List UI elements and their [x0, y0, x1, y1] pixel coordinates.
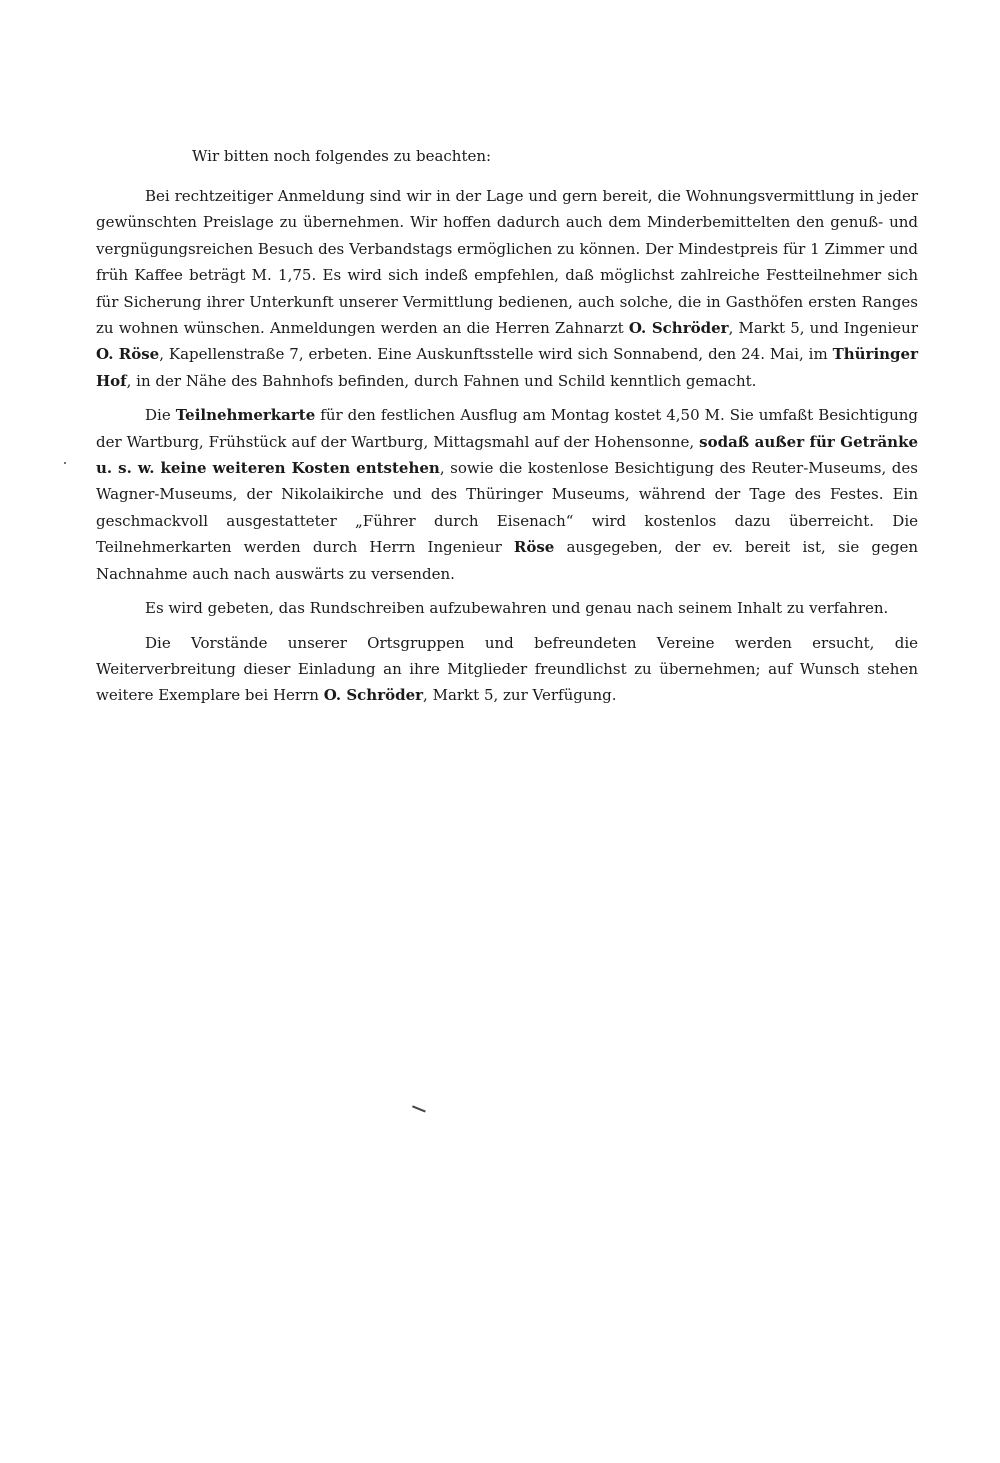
paragraph-distribution: [96, 630, 918, 709]
contact-name-roese: Röse: [513, 538, 555, 557]
paragraph-accommodation: [96, 183, 918, 394]
paragraph-text: , Markt 5, und Ingenieur: [728, 319, 918, 338]
paragraph-text: , Kapellenstraße 7, erbeten. Eine Auskunftsstelle wird sich Sonnabend, den 24. Mai, im: [159, 345, 833, 364]
paragraph-text: Die: [145, 406, 176, 425]
scan-stroke: [412, 1105, 426, 1112]
contact-name-schroeder: O. Schröder: [323, 686, 424, 705]
hotel-name: Thüringer Hof: [96, 345, 918, 390]
paragraph-text: , Markt 5, zur Verfügung.: [423, 686, 617, 705]
paragraph-text: ausgegeben, der ev. bereit ist, sie gegen Nachnahme auch nach auswärts zu versenden.: [96, 538, 918, 583]
paragraph-text: Bei rechtzeitiger Anmeldung sind wir in der Lage und gern bereit, die Wohnungsvermittlung in jeder gewünschten Preislage zu übernehmen. Wir hoffen dadurch auch dem Minderbemittelten den genuß- und vergnügungsreichen Besuch des Verbandstags ermöglichen zu können. Der Mindestpreis für 1 Zimmer und früh Kaffee beträgt M. 1,75. Es wird sich indeß empfehlen, daß möglichst zahlreiche Festteilnehmer sich für Sicherung ihrer Unterkunft unserer Vermittlung bedienen, auch solche, die in Gasthöfen ersten Ranges zu wohnen wünschen. Anmeldungen werden an die Herren Zahnarzt: [96, 187, 918, 338]
contact-name-roese: O. Röse: [96, 345, 160, 364]
contact-name-schroeder: O. Schröder: [628, 319, 729, 338]
paragraph-text: Die Vorstände unserer Ortsgruppen und befreundeten Vereine werden ersucht, die Weiterverbreitung dieser Einladung an ihre Mitglieder freundlichst zu übernehmen; auf Wunsch stehen weitere Exemplare bei Herrn: [96, 633, 918, 705]
paragraph-text: , sowie die kostenlose Besichtigung des Reuter-Museums, des Wagner-Museums, der Nikolaikirche und des Thüringer Museums, während der Tage des Festes. Ein geschmackvoll ausgestatteter „Führer durch Eisenach“ wird kostenlos dazu überreicht. Die Teilnehmerkarten werden durch Herrn Ingenieur: [96, 459, 918, 557]
intro-line: Wir bitten noch folgendes zu beachten:: [192, 147, 492, 165]
participant-card-term: Teilnehmerkarte: [175, 406, 316, 425]
paragraph-text: für den festlichen Ausflug am Montag kostet 4,50 M. Sie umfaßt Besichtigung der Wartburg, Frühstück auf der Wartburg, Mittagsmahl auf der Hohensonne,: [96, 406, 919, 451]
paragraph-keep-circular: Es wird gebeten, das Rundschreiben aufzubewahren und genau nach seinem Inhalt zu verfahren.: [145, 599, 889, 618]
scan-speck: [64, 462, 66, 464]
paragraph-text: , in der Nähe des Bahnhofs befinden, durch Fahnen und Schild kenntlich gemacht.: [126, 371, 757, 390]
document-body: [96, 143, 918, 717]
no-extra-costs-note: sodaß außer für Getränke u. s. w. keine weiteren Kosten entstehen: [96, 432, 918, 478]
paragraph-participant-card: [96, 402, 918, 587]
